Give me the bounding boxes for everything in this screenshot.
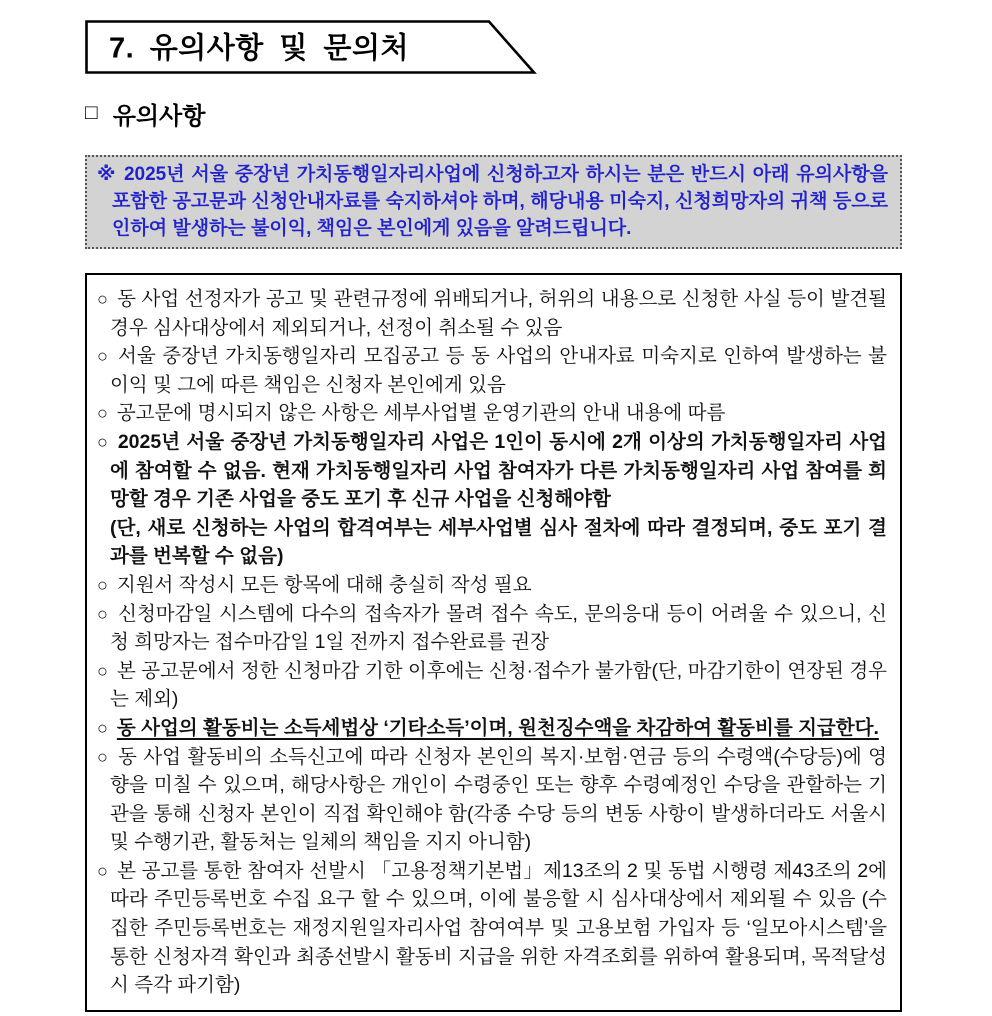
- circle-bullet-icon: ○: [97, 860, 109, 881]
- notice-box: [85, 155, 902, 249]
- guideline-item: [97, 743, 887, 857]
- notice-text: 2025년 서울 중장년 가치동행일자리사업에 신청하고자 하시는 분은 반드시 아래 유의사항을 포함한 공고문과 신청안내자료를 숙지하셔야 하며, 해당내용 미숙지, 신청희망자의 귀책 등으로 인하여 발생하는 불이익, 책임은 본인에게 있음을 알려드립니다.: [112, 164, 888, 239]
- guideline-item: [97, 428, 887, 571]
- guideline-text: 서울 중장년 가치동행일자리 모집공고 등 동 사업의 안내자료 미숙지로 인하여 발생하는 불이익 및 그에 따른 책임은 신청자 본인에게 있음: [110, 345, 887, 396]
- guidelines-box: [85, 273, 902, 1012]
- guideline-item: [97, 857, 887, 1000]
- guideline-item: [97, 714, 887, 743]
- notice-paragraph: [97, 161, 888, 242]
- circle-bullet-icon: ○: [97, 603, 110, 624]
- guideline-text: 동 사업 활동비의 소득신고에 따라 신청자 본인의 복지·보험·연금 등의 수령액(수당등)에 영향을 미칠 수 있으며, 해당사항은 개인이 수령중인 또는 향후 수령예정인 수당을 관할하는 기관을 통해 신청자 본인이 직접 확인해야 함(각종 수당 등의 변동 사항이 발생하더라도 서울시 및 수행기관, 활동처는 일체의 책임을 지지 아니함): [110, 745, 887, 854]
- reference-mark-icon: ※: [97, 164, 117, 185]
- circle-bullet-icon: ○: [97, 403, 108, 424]
- guideline-item: [97, 399, 887, 428]
- circle-bullet-icon: ○: [97, 717, 108, 738]
- guideline-text: 동 사업의 활동비는 소득세법상 ‘기타소득’이며, 원천징수액을 차감하여 활동비를 지급한다.: [116, 716, 879, 739]
- guideline-item: [97, 342, 887, 399]
- guideline-text: 신청마감일 시스템에 다수의 접속자가 몰려 접수 속도, 문의응대 등이 어려울 수 있으니, 신청 희망자는 접수마감일 1일 전까지 접수완료를 권장: [110, 602, 888, 654]
- banner-title: 7. 유의사항 및 문의처: [109, 32, 409, 65]
- guideline-subtext: (단, 새로 신청하는 사업의 합격여부는 세부사업별 심사 절차에 따라 결정되며, 중도 포기 결과를 번복할 수 없음): [110, 516, 887, 568]
- subsection-heading: [85, 96, 902, 131]
- guideline-text: 본 공고문에서 정한 신청마감 기한 이후에는 신청·접수가 불가함(단, 마감기한이 연장된 경우는 제외): [110, 659, 888, 711]
- guideline-text: 2025년 서울 중장년 가치동행일자리 사업은 1인이 동시에 2개 이상의 가치동행일자리 사업에 참여할 수 없음. 현재 가치동행일자리 사업 참여자가 다른 가치동행일자리 사업 참여를 희망할 경우 기존 사업을 중도 포기 후 신규 사업을 신청해야함: [110, 430, 887, 511]
- guideline-text: 동 사업 선정자가 공고 및 관련규정에 위배되거나, 허위의 내용으로 신청한 사실 등이 발견될 경우 심사대상에서 제외되거나, 선정이 취소될 수 있음: [110, 288, 888, 339]
- section-banner: [85, 20, 537, 74]
- circle-bullet-icon: ○: [97, 660, 108, 681]
- circle-bullet-icon: ○: [97, 346, 110, 367]
- guideline-text: 지원서 작성시 모든 항목에 대해 충실히 작성 필요: [116, 573, 532, 596]
- circle-bullet-icon: ○: [97, 289, 109, 309]
- guideline-item: [97, 600, 887, 657]
- guideline-text: 공고문에 명시되지 않은 사항은 세부사업별 운영기관의 안내 내용에 따름: [116, 402, 726, 425]
- subsection-title: 유의사항: [112, 103, 206, 130]
- circle-bullet-icon: ○: [97, 431, 109, 452]
- guideline-text: 본 공고를 통한 참여자 선발시 「고용정책기본법」제13조의 2 및 동법 시행령 제43조의 2에 따라 주민등록번호 수집 요구 할 수 있으며, 이에 불응할 시 심사대상에서 제외될 수 있음 (수집한 주민등록번호는 재정지원일자리사업 참여여부 및 고용보험 가입자 등 ‘일모아시스템’을 통한 신청자격 확인과 최종선발시 활동비 지급을 위한 자격조회를 위하여 활용되며, 목적달성시 즉각 파기함): [110, 859, 888, 997]
- guideline-item: [97, 571, 887, 600]
- square-bullet-icon: □: [85, 100, 98, 124]
- guideline-item: [97, 657, 887, 714]
- circle-bullet-icon: ○: [97, 746, 109, 767]
- circle-bullet-icon: ○: [97, 574, 108, 595]
- guideline-item: [97, 285, 887, 342]
